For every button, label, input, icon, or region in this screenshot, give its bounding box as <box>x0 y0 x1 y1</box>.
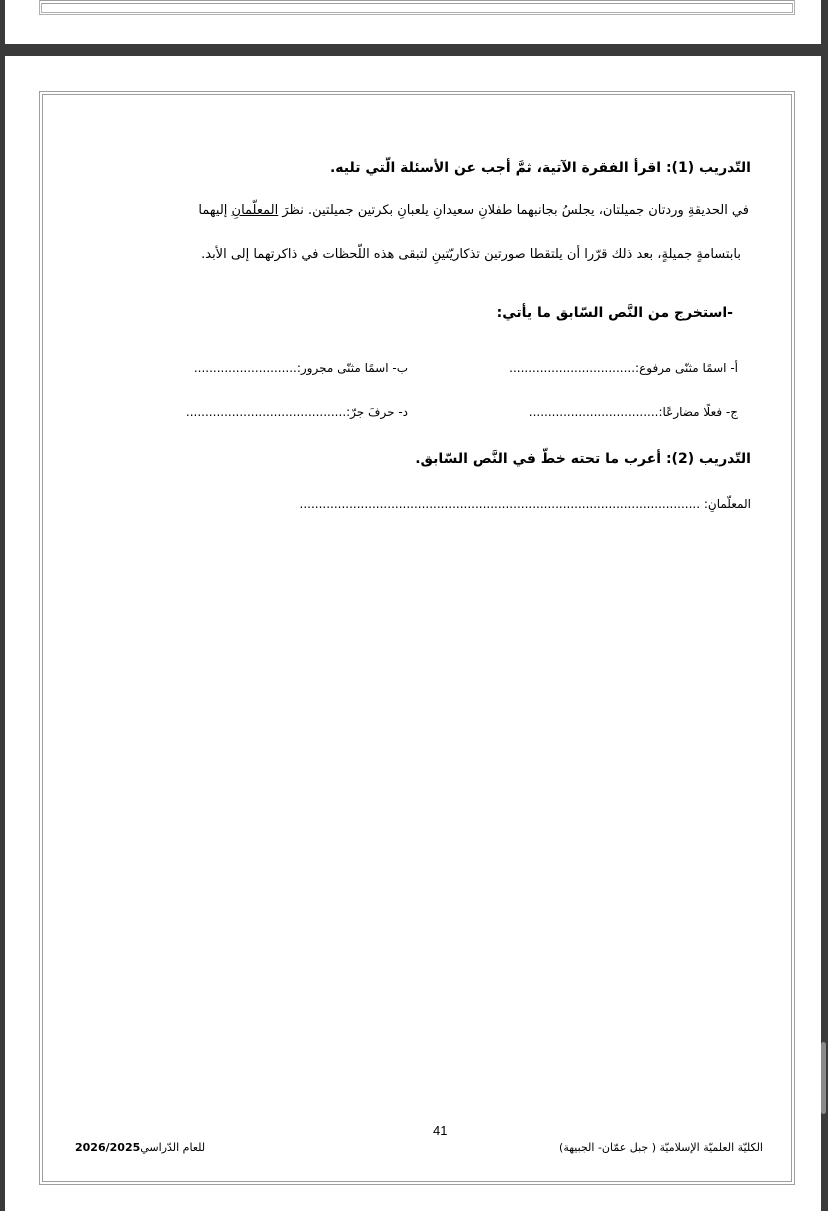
question-b: ب- اسمًا مثنّى مجرور:........................... <box>193 361 408 375</box>
paragraph-line-1 <box>69 203 749 218</box>
question-d: د- حرفَ جرّ:.......................................... <box>185 405 408 419</box>
question-c: ج- فعلًا مضارعًا:.................................. <box>528 405 738 419</box>
answer-line: المعلّمانِ: ......................................................................................................... <box>299 497 751 511</box>
extract-heading: -استخرج من النَّص السّابق ما يأتي: <box>496 305 733 321</box>
previous-page-border <box>39 0 795 15</box>
page-number: 41 <box>433 1123 448 1138</box>
previous-page <box>5 0 821 44</box>
underlined-word: المعلّمانِ <box>231 203 279 218</box>
exercise1-title: التّدريب (1): اقرأ الفقرة الآتية، ثمَّ أجب عن الأسئلة الّتي تليه. <box>329 160 751 176</box>
paragraph-line-1-start: في الحديقةِ وردتان جميلتان، يجلسُ بجانبهما طفلانِ سعيدانِ يلعبانِ بكرتين جميلتين. نظرَ <box>278 203 749 218</box>
footer-year: 2026/2025 <box>75 1141 141 1154</box>
document-page <box>5 56 821 1211</box>
footer-year-group <box>75 1141 205 1154</box>
paragraph-line-2: بابتسامةٍ جميلةٍ، بعد ذلك قرّرا أن يلتقطا صورتين تذكاريّتينِ لتبقى هذه اللّحظات في ذاكرتهما إلى الأبد. <box>201 247 741 262</box>
footer-school: الكليّة العلميّة الإسلاميّة ( جبل عمّان- الجبيهة) <box>559 1141 763 1154</box>
question-a: أ- اسمًا مثنّى مرفوع:................................. <box>509 361 738 375</box>
paragraph-line-1-end: إليهما <box>198 203 232 218</box>
exercise2-title: التّدريب (2): أعرب ما تحته خطّ في النَّص السّابق. <box>415 451 751 467</box>
footer-year-label: للعام الدّراسي <box>140 1141 206 1154</box>
scrollbar-thumb[interactable] <box>821 1042 826 1114</box>
